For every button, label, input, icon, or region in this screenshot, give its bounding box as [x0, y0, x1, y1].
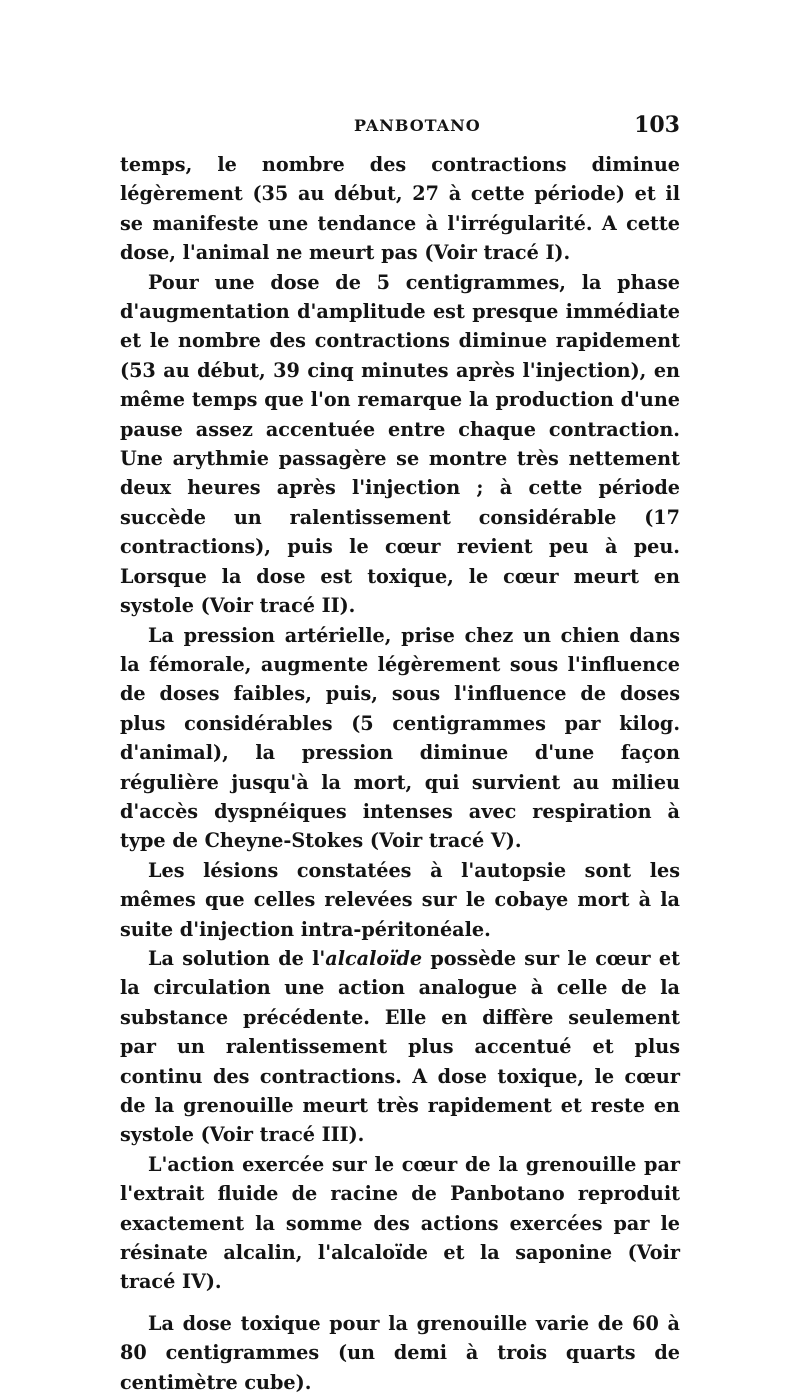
paragraph-toxic-dose: La dose toxique pour la grenouille varie de 60 à 80 centigrammes (un demi à trois quarts de centimètre cube). [120, 1311, 680, 1394]
paragraph-five-centigrams: Pour une dose de 5 centigrammes, la phase d'augmentation d'amplitude est presque immédiate et le nombre des contractions diminue rapidement (53 au début, 39 cinq minutes après l'injection), en même temps que l'on remarque la production d'une pause assez accentuée entre chaque contraction. Une arythmie passagère se montre très nettement deux heures après l'injection ; à cette période succède un ralentissement considérable (17 contractions), puis le cœur revient peu à peu. Lorsque la dose est toxique, le cœur meurt en systole (Voir tracé II). [120, 270, 680, 618]
paragraph-lesions: Les lésions constatées à l'autopsie sont les mêmes que celles relevées sur le cobaye mort à la suite d'injection intra-péritonéale. [120, 858, 680, 941]
paragraph-alkaloid [120, 944, 680, 1150]
page-number: 103 [634, 112, 680, 138]
alkaloid-lead-text: La solution de l' [148, 946, 326, 970]
alkaloid-tail-text: possède sur le cœur et la circulation une action analogue à celle de la substance précédente. Elle en diffère seulement par un ralentissement plus accentué et plus continu des contractions. A dose toxique, le cœur de la grenouille meurt très rapidement et reste en systole (Voir tracé III). [120, 946, 680, 1147]
paragraph-continuation: temps, le nombre des contractions diminue légèrement (35 au début, 27 à cette période) et il se manifeste une tendance à l'irrégularité. A cette dose, l'animal ne meurt pas (Voir tracé I). [120, 153, 680, 265]
running-head [120, 112, 680, 142]
running-title: PANBOTANO [354, 116, 481, 135]
paragraph-arterial-pressure: La pression artérielle, prise chez un chien dans la fémorale, augmente légèrement sous l'influence de doses faibles, puis, sous l'influence de doses plus considérables (5 centigrammes par kilog. d'animal), la pression diminue d'une façon régulière jusqu'à la mort, qui survient au milieu d'accès dyspnéiques intenses avec respiration à type de Cheyne-Stokes (Voir tracé V). [120, 623, 680, 853]
paragraph-fluid-extract: L'action exercée sur le cœur de la grenouille par l'extrait fluide de racine de Panbotano reproduit exactement la somme des actions exercées par le résinate alcalin, l'alcaloïde et la saponine (Voir tracé IV). [120, 1152, 680, 1294]
alkaloid-emphasis: alcaloïde [325, 946, 423, 970]
body-text [120, 150, 680, 1397]
